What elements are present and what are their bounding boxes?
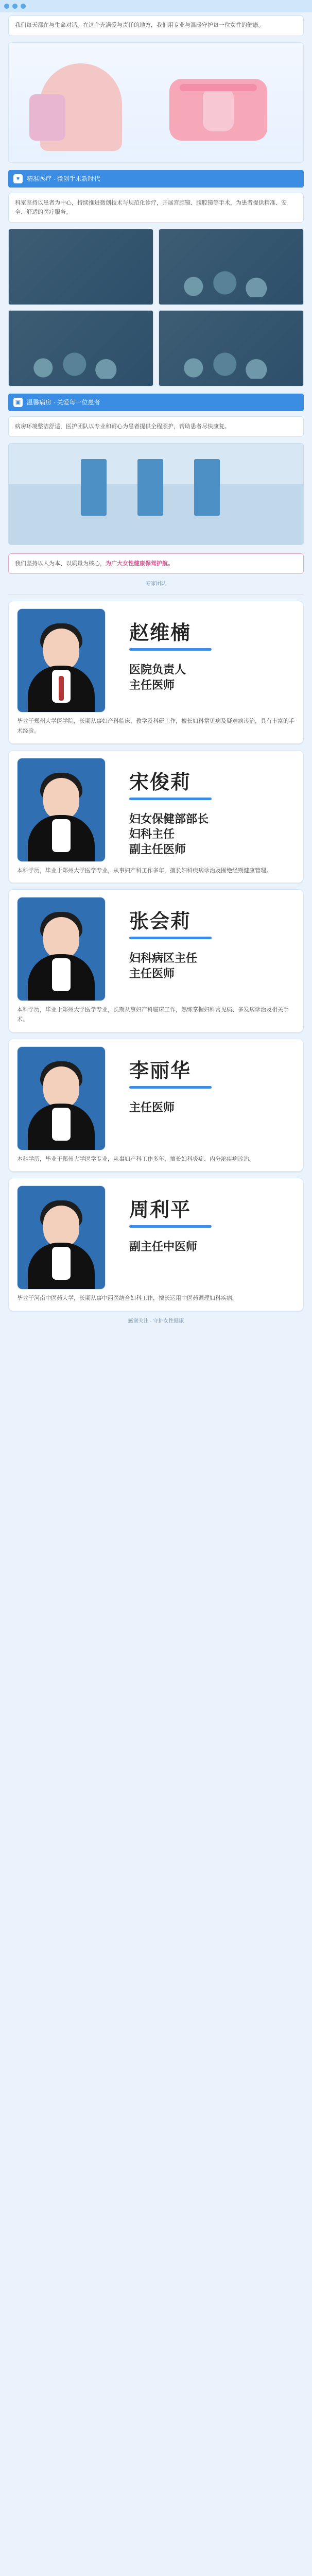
heart-icon: ♥ <box>13 174 23 183</box>
door <box>137 459 163 516</box>
doctor-portrait <box>17 1046 106 1150</box>
footer-text: 感谢关注 · 守护女性健康 <box>128 1318 184 1324</box>
surgery-photo <box>159 310 304 386</box>
doctor-portrait <box>17 758 106 862</box>
highlight-text: 我们坚持以人为本、以质量为核心， <box>15 561 106 567</box>
divider <box>8 594 304 595</box>
section-title: 精准医疗 · 微创手术新时代 <box>27 175 100 183</box>
name-underline <box>129 937 212 939</box>
intro-text: 我们每天都在与生命对话。在这个充满爱与责任的地方，我们用专业与温暖守护每一位女性的健康。 <box>15 22 264 28</box>
footer-space <box>0 1324 312 1337</box>
operating-room-photo <box>8 229 153 305</box>
section-header <box>8 394 304 411</box>
doctor-card <box>8 1178 304 1311</box>
uterus-illustration <box>169 79 267 141</box>
surgery-photo <box>8 310 153 386</box>
doctor-section-label: 专家团队 <box>146 581 166 587</box>
photo-grid <box>8 229 304 386</box>
section-body <box>8 416 304 437</box>
top-dot <box>4 4 9 9</box>
doctor-card <box>8 889 304 1032</box>
section-header <box>8 170 304 188</box>
header-illustration <box>8 42 304 163</box>
doctor-titles: 妇科病区主任 主任医师 <box>129 952 198 980</box>
doctor-bio: 毕业于郑州大学医学院，长期从事妇产科临床、教学及科研工作，擅长妇科常见病及疑难病诊治，具有丰富的手术经验。 <box>17 718 294 734</box>
doctor-name: 赵维楠 <box>129 622 192 645</box>
doctor-bio: 毕业于河南中医药大学，长期从事中西医结合妇科工作，擅长运用中医药调理妇科疾病。 <box>17 1295 238 1302</box>
doctor-titles: 妇女保健部部长 妇科主任 副主任医师 <box>129 812 209 856</box>
doctor-name: 李丽华 <box>129 1060 192 1082</box>
doctor-name: 张会莉 <box>129 911 192 933</box>
door <box>194 459 220 516</box>
doctor-portrait <box>17 608 106 713</box>
doctor-bio: 本科学历，毕业于郑州大学医学专业，从事妇产科工作多年，擅长妇科疾病诊治及围绝经期健康管理。 <box>17 867 272 874</box>
ward-hallway-photo <box>8 443 304 545</box>
doctor-card <box>8 750 304 884</box>
section-text: 病房环境整洁舒适，医护团队以专业和耐心为患者提供全程照护，帮助患者尽快康复。 <box>15 423 230 430</box>
bed-icon: ▣ <box>13 398 23 407</box>
doctor-portrait <box>17 1185 106 1290</box>
doctor-name: 宋俊莉 <box>129 771 192 793</box>
top-bar <box>0 0 312 12</box>
top-dot <box>21 4 26 9</box>
section-body <box>8 193 304 223</box>
doctor-bio: 本科学历，毕业于郑州大学医学专业，从事妇产科工作多年，擅长妇科炎症、内分泌疾病诊治。 <box>17 1156 255 1162</box>
doctor-titles: 主任医师 <box>129 1100 175 1114</box>
highlight-box <box>8 553 304 574</box>
doctor-bio: 本科学历，毕业于郑州大学医学专业，长期从事妇产科临床工作，熟练掌握妇科常见病、多发病诊治及相关手术。 <box>17 1007 289 1023</box>
surgery-team-photo <box>159 229 304 305</box>
doctor-titles: 医院负责人 主任医师 <box>129 663 186 691</box>
name-underline <box>129 1086 212 1089</box>
doctor-name: 周利平 <box>129 1199 192 1222</box>
door <box>81 459 107 516</box>
intro-card <box>8 15 304 36</box>
doctor-card <box>8 601 304 743</box>
highlight-pink: 为广大女性健康保驾护航。 <box>106 561 174 567</box>
patient-illustration <box>29 94 65 141</box>
doctor-portrait <box>17 897 106 1001</box>
doctor-card <box>8 1039 304 1172</box>
section-title: 温馨病房 · 关爱每一位患者 <box>27 399 100 406</box>
doctor-titles: 副主任中医师 <box>129 1240 198 1253</box>
top-dot <box>12 4 18 9</box>
name-underline <box>129 798 212 800</box>
name-underline <box>129 648 212 651</box>
intro-section <box>8 15 304 36</box>
section-text: 科室坚持以患者为中心，持续推进微创技术与规范化诊疗，开展宫腔镜、腹腔镜等手术，为患者提供精准、安全、舒适的医疗服务。 <box>15 199 287 215</box>
name-underline <box>129 1225 212 1228</box>
